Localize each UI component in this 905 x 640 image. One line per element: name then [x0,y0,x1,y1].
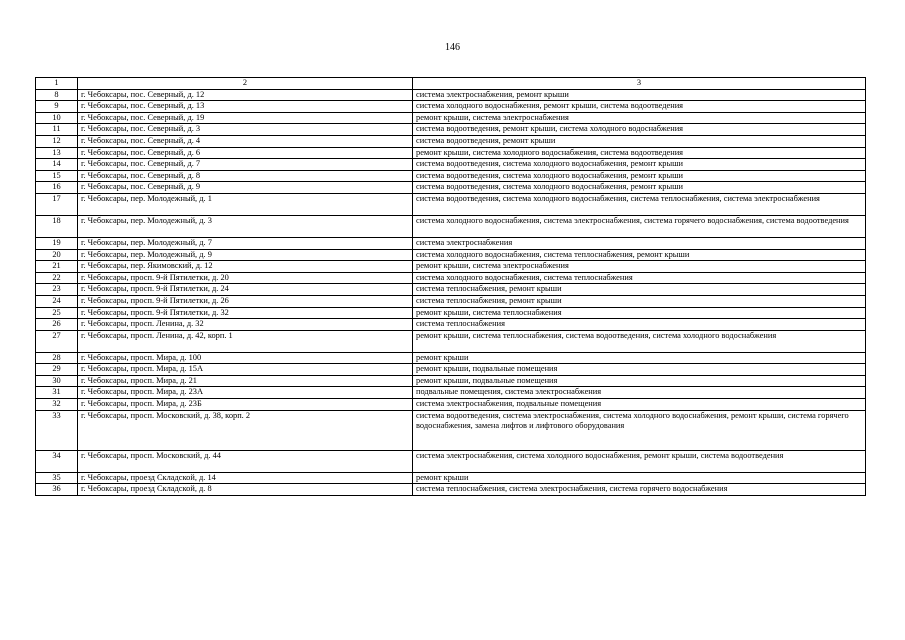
row-number-cell: 29 [36,364,78,376]
address-cell: г. Чебоксары, просп. 9-й Пятилетки, д. 20 [78,272,413,284]
address-cell: г. Чебоксары, пер. Молодежный, д. 9 [78,249,413,261]
table-row [36,295,866,307]
address-cell: г. Чебоксары, просп. Ленина, д. 42, корп. 1 [78,330,413,352]
works-cell: система теплоснабжения, система электроснабжения, система горячего водоснабжения [413,484,866,496]
table-row [36,450,866,472]
table-row [36,147,866,159]
address-cell: г. Чебоксары, просп. Ленина, д. 32 [78,319,413,331]
address-cell: г. Чебоксары, просп. Мира, д. 15А [78,364,413,376]
address-cell: г. Чебоксары, просп. Московский, д. 38, корп. 2 [78,410,413,450]
table-row [36,89,866,101]
works-cell: система холодного водоснабжения, система электроснабжения, система горячего водоснабжения, система водоотведения [413,215,866,237]
works-cell: система водоотведения, система холодного водоснабжения, ремонт крыши [413,159,866,171]
row-number-cell: 24 [36,295,78,307]
row-number-cell: 12 [36,135,78,147]
row-number-cell: 15 [36,170,78,182]
works-cell: система теплоснабжения [413,319,866,331]
row-number-cell: 22 [36,272,78,284]
row-number-cell: 8 [36,89,78,101]
address-cell: г. Чебоксары, пер. Молодежный, д. 7 [78,237,413,249]
row-number-cell: 9 [36,101,78,113]
address-cell: г. Чебоксары, пос. Северный, д. 13 [78,101,413,113]
address-cell: г. Чебоксары, пос. Северный, д. 7 [78,159,413,171]
table-row [36,215,866,237]
table-row [36,261,866,273]
address-cell: г. Чебоксары, пос. Северный, д. 19 [78,112,413,124]
table-row [36,112,866,124]
header-cell-address: 2 [78,78,413,90]
address-cell: г. Чебоксары, просп. Мира, д. 100 [78,352,413,364]
address-cell: г. Чебоксары, пос. Северный, д. 6 [78,147,413,159]
row-number-cell: 10 [36,112,78,124]
works-cell: ремонт крыши, система теплоснабжения [413,307,866,319]
works-cell: система электроснабжения, система холодного водоснабжения, ремонт крыши, система водоотведения [413,450,866,472]
table-row [36,484,866,496]
address-cell: г. Чебоксары, пос. Северный, д. 3 [78,124,413,136]
row-number-cell: 20 [36,249,78,261]
page-number: 146 [445,42,460,53]
table-row [36,399,866,411]
row-number-cell: 34 [36,450,78,472]
table-row [36,272,866,284]
row-number-cell: 36 [36,484,78,496]
works-cell: система теплоснабжения, ремонт крыши [413,295,866,307]
works-cell: система водоотведения, система холодного водоснабжения, ремонт крыши [413,170,866,182]
address-cell: г. Чебоксары, пер. Молодежный, д. 1 [78,193,413,215]
row-number-cell: 27 [36,330,78,352]
works-cell: ремонт крыши [413,352,866,364]
table-row [36,135,866,147]
table-row [36,307,866,319]
works-cell: система холодного водоснабжения, система теплоснабжения [413,272,866,284]
row-number-cell: 17 [36,193,78,215]
table-row [36,410,866,450]
row-number-cell: 16 [36,182,78,194]
row-number-cell: 13 [36,147,78,159]
address-cell: г. Чебоксары, пер. Молодежный, д. 3 [78,215,413,237]
address-cell: г. Чебоксары, просп. Мира, д. 21 [78,375,413,387]
works-table [35,77,866,496]
works-cell: подвальные помещения, система электроснабжения [413,387,866,399]
table-row [36,375,866,387]
works-cell: система водоотведения, система электроснабжения, система холодного водоснабжения, ремонт крыши, система горячего водоснабжения, замена лифтов и лифтового оборудования [413,410,866,450]
address-cell: г. Чебоксары, просп. Московский, д. 44 [78,450,413,472]
table-row [36,170,866,182]
works-cell: система электроснабжения, подвальные помещения [413,399,866,411]
table-row [36,387,866,399]
works-cell: ремонт крыши, подвальные помещения [413,375,866,387]
row-number-cell: 14 [36,159,78,171]
address-cell: г. Чебоксары, пос. Северный, д. 12 [78,89,413,101]
works-cell: ремонт крыши, система холодного водоснабжения, система водоотведения [413,147,866,159]
address-cell: г. Чебоксары, пос. Северный, д. 4 [78,135,413,147]
works-cell: ремонт крыши [413,472,866,484]
row-number-cell: 28 [36,352,78,364]
row-number-cell: 25 [36,307,78,319]
address-cell: г. Чебоксары, просп. 9-й Пятилетки, д. 24 [78,284,413,296]
address-cell: г. Чебоксары, проезд Складской, д. 14 [78,472,413,484]
address-cell: г. Чебоксары, пос. Северный, д. 8 [78,170,413,182]
address-cell: г. Чебоксары, просп. Мира, д. 23А [78,387,413,399]
works-cell: ремонт крыши, система теплоснабжения, система водоотведения, система холодного водоснабжения [413,330,866,352]
table-row [36,182,866,194]
works-cell: система электроснабжения [413,237,866,249]
works-cell: ремонт крыши, подвальные помещения [413,364,866,376]
row-number-cell: 32 [36,399,78,411]
row-number-cell: 35 [36,472,78,484]
table-row [36,364,866,376]
table-row [36,101,866,113]
works-cell: система водоотведения, ремонт крыши [413,135,866,147]
table-row [36,472,866,484]
row-number-cell: 33 [36,410,78,450]
table-header-row [36,78,866,90]
works-cell: система водоотведения, ремонт крыши, система холодного водоснабжения [413,124,866,136]
address-cell: г. Чебоксары, просп. 9-й Пятилетки, д. 26 [78,295,413,307]
works-cell: система водоотведения, система холодного водоснабжения, система теплоснабжения, система электроснабжения [413,193,866,215]
row-number-cell: 30 [36,375,78,387]
header-cell-works: 3 [413,78,866,90]
table-row [36,159,866,171]
table-row [36,330,866,352]
works-cell: система холодного водоснабжения, система теплоснабжения, ремонт крыши [413,249,866,261]
table-row [36,193,866,215]
row-number-cell: 23 [36,284,78,296]
table-row [36,352,866,364]
table-row [36,237,866,249]
address-cell: г. Чебоксары, пос. Северный, д. 9 [78,182,413,194]
works-cell: система водоотведения, система холодного водоснабжения, ремонт крыши [413,182,866,194]
row-number-cell: 26 [36,319,78,331]
address-cell: г. Чебоксары, проезд Складской, д. 8 [78,484,413,496]
works-cell: система электроснабжения, ремонт крыши [413,89,866,101]
table-row [36,249,866,261]
table-row [36,124,866,136]
row-number-cell: 18 [36,215,78,237]
works-cell: ремонт крыши, система электроснабжения [413,112,866,124]
header-cell-number: 1 [36,78,78,90]
table-row [36,319,866,331]
address-cell: г. Чебоксары, просп. Мира, д. 23Б [78,399,413,411]
row-number-cell: 11 [36,124,78,136]
works-cell: ремонт крыши, система электроснабжения [413,261,866,273]
works-cell: система теплоснабжения, ремонт крыши [413,284,866,296]
address-cell: г. Чебоксары, пер. Якимовский, д. 12 [78,261,413,273]
table-row [36,284,866,296]
address-cell: г. Чебоксары, просп. 9-й Пятилетки, д. 32 [78,307,413,319]
works-cell: система холодного водоснабжения, ремонт крыши, система водоотведения [413,101,866,113]
row-number-cell: 19 [36,237,78,249]
row-number-cell: 21 [36,261,78,273]
row-number-cell: 31 [36,387,78,399]
